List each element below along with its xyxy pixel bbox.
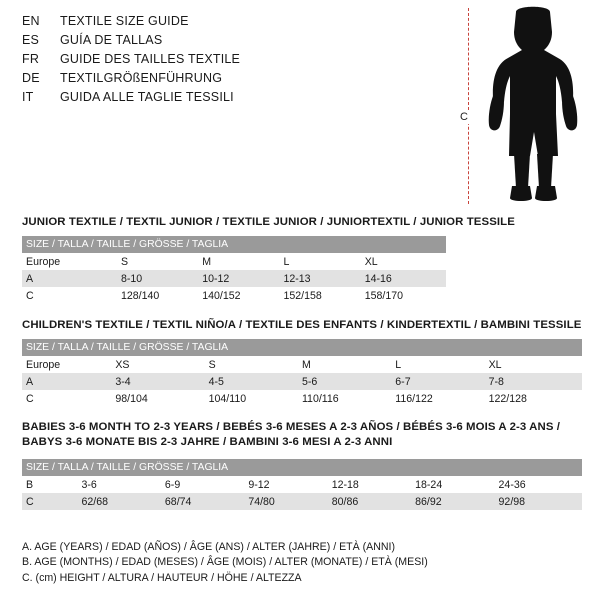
table-header-row — [22, 339, 582, 356]
language-title: GUÍA DE TALLAS — [60, 33, 163, 47]
table-row — [22, 253, 446, 270]
table-babies — [22, 459, 582, 510]
cell: 116/122 — [395, 390, 488, 407]
cell: L — [283, 253, 364, 270]
legend-item-a: A. AGE (YEARS) / EDAD (AÑOS) / ÂGE (ANS) / ALTER (JAHRE) / ETÀ (ANNI) — [22, 540, 395, 553]
cell: 24-36 — [499, 476, 582, 493]
table-header-row — [22, 459, 582, 476]
table-row — [22, 476, 582, 493]
cell: 14-16 — [365, 270, 446, 287]
cell: 128/140 — [121, 287, 202, 304]
row-label: Europe — [22, 253, 121, 270]
cell: 3-6 — [82, 476, 165, 493]
table-header-label: SIZE / TALLA / TAILLE / GRÖSSE / TAGLIA — [22, 339, 582, 356]
section-title-babies-line2: BABYS 3-6 MONATE BIS 2-3 JAHRE / BAMBINI 3-6 MESI A 2-3 ANNI — [22, 435, 393, 448]
section-title-babies-line1: BABIES 3-6 MONTH TO 2-3 YEARS / BEBÉS 3-6 MESES A 2-3 AÑOS / BÉBÉS 3-6 MOIS A 2-3 ANS / — [22, 421, 561, 433]
cell: 9-12 — [248, 476, 331, 493]
language-code: ES — [22, 33, 40, 47]
cell: 80/86 — [332, 493, 415, 510]
cell: 3-4 — [115, 373, 208, 390]
language-title: GUIDA ALLE TAGLIE TESSILI — [60, 90, 234, 104]
language-code: IT — [22, 90, 34, 104]
language-title: TEXTILGRÖßENFÜHRUNG — [60, 71, 223, 85]
language-row — [22, 33, 322, 52]
language-title-block — [22, 14, 322, 109]
cell: 10-12 — [202, 270, 283, 287]
cell: 12-13 — [283, 270, 364, 287]
language-row — [22, 71, 322, 90]
table-row — [22, 373, 582, 390]
cell: 5-6 — [302, 373, 395, 390]
language-title: GUIDE DES TAILLES TEXTILE — [60, 52, 241, 66]
table-header-label: SIZE / TALLA / TAILLE / GRÖSSE / TAGLIA — [22, 459, 582, 476]
row-label: A — [22, 373, 115, 390]
table-row — [22, 493, 582, 510]
table-row — [22, 270, 446, 287]
table-header-row — [22, 236, 446, 253]
table-row — [22, 287, 446, 304]
cell: 158/170 — [365, 287, 446, 304]
cell: 110/116 — [302, 390, 395, 407]
row-label: Europe — [22, 356, 115, 373]
cell: L — [395, 356, 488, 373]
row-label: A — [22, 270, 121, 287]
cell: 140/152 — [202, 287, 283, 304]
cell: 104/110 — [209, 390, 302, 407]
table-row — [22, 390, 582, 407]
cell: 18-24 — [415, 476, 498, 493]
row-label: C — [22, 493, 82, 510]
row-label: B — [22, 476, 82, 493]
language-code: DE — [22, 71, 40, 85]
cell: S — [209, 356, 302, 373]
language-row — [22, 90, 322, 109]
row-label: C — [22, 390, 115, 407]
cell: 6-9 — [165, 476, 248, 493]
height-measure-line — [468, 8, 469, 204]
table-row — [22, 356, 582, 373]
cell: 12-18 — [332, 476, 415, 493]
section-title-children: CHILDREN'S TEXTILE / TEXTIL NIÑO/A / TEXTILE DES ENFANTS / KINDERTEXTIL / BAMBINI TESSILE — [22, 319, 582, 331]
cell: 7-8 — [489, 373, 582, 390]
language-row — [22, 52, 322, 71]
language-code: EN — [22, 14, 40, 28]
cell: 6-7 — [395, 373, 488, 390]
language-code: FR — [22, 52, 40, 66]
cell: 74/80 — [248, 493, 331, 510]
cell: XS — [115, 356, 208, 373]
section-title-junior: JUNIOR TEXTILE / TEXTIL JUNIOR / TEXTILE JUNIOR / JUNIORTEXTIL / JUNIOR TESSILE — [22, 216, 515, 228]
measurement-figure — [450, 6, 590, 206]
cell: XL — [489, 356, 582, 373]
toddler-silhouette-icon — [478, 6, 588, 206]
table-junior — [22, 236, 446, 304]
cell: S — [121, 253, 202, 270]
legend-item-c: C. (cm) HEIGHT / ALTURA / HAUTEUR / HÖHE / ALTEZZA — [22, 571, 302, 584]
language-title: TEXTILE SIZE GUIDE — [60, 14, 189, 28]
row-label: C — [22, 287, 121, 304]
cell: XL — [365, 253, 446, 270]
cell: 92/98 — [499, 493, 582, 510]
cell: M — [302, 356, 395, 373]
legend-item-b: B. AGE (MONTHS) / EDAD (MESES) / ÂGE (MOIS) / ALTER (MONATE) / ETÀ (MESI) — [22, 556, 428, 568]
cell: 122/128 — [489, 390, 582, 407]
language-row — [22, 14, 322, 33]
cell: 8-10 — [121, 270, 202, 287]
table-header-label: SIZE / TALLA / TAILLE / GRÖSSE / TAGLIA — [22, 236, 446, 253]
measure-label-c: C — [460, 111, 468, 123]
cell: M — [202, 253, 283, 270]
section-title-babies — [22, 420, 560, 449]
cell: 68/74 — [165, 493, 248, 510]
cell: 86/92 — [415, 493, 498, 510]
legend-block — [22, 540, 582, 587]
cell: 152/158 — [283, 287, 364, 304]
cell: 4-5 — [209, 373, 302, 390]
cell: 62/68 — [82, 493, 165, 510]
table-children — [22, 339, 582, 407]
cell: 98/104 — [115, 390, 208, 407]
